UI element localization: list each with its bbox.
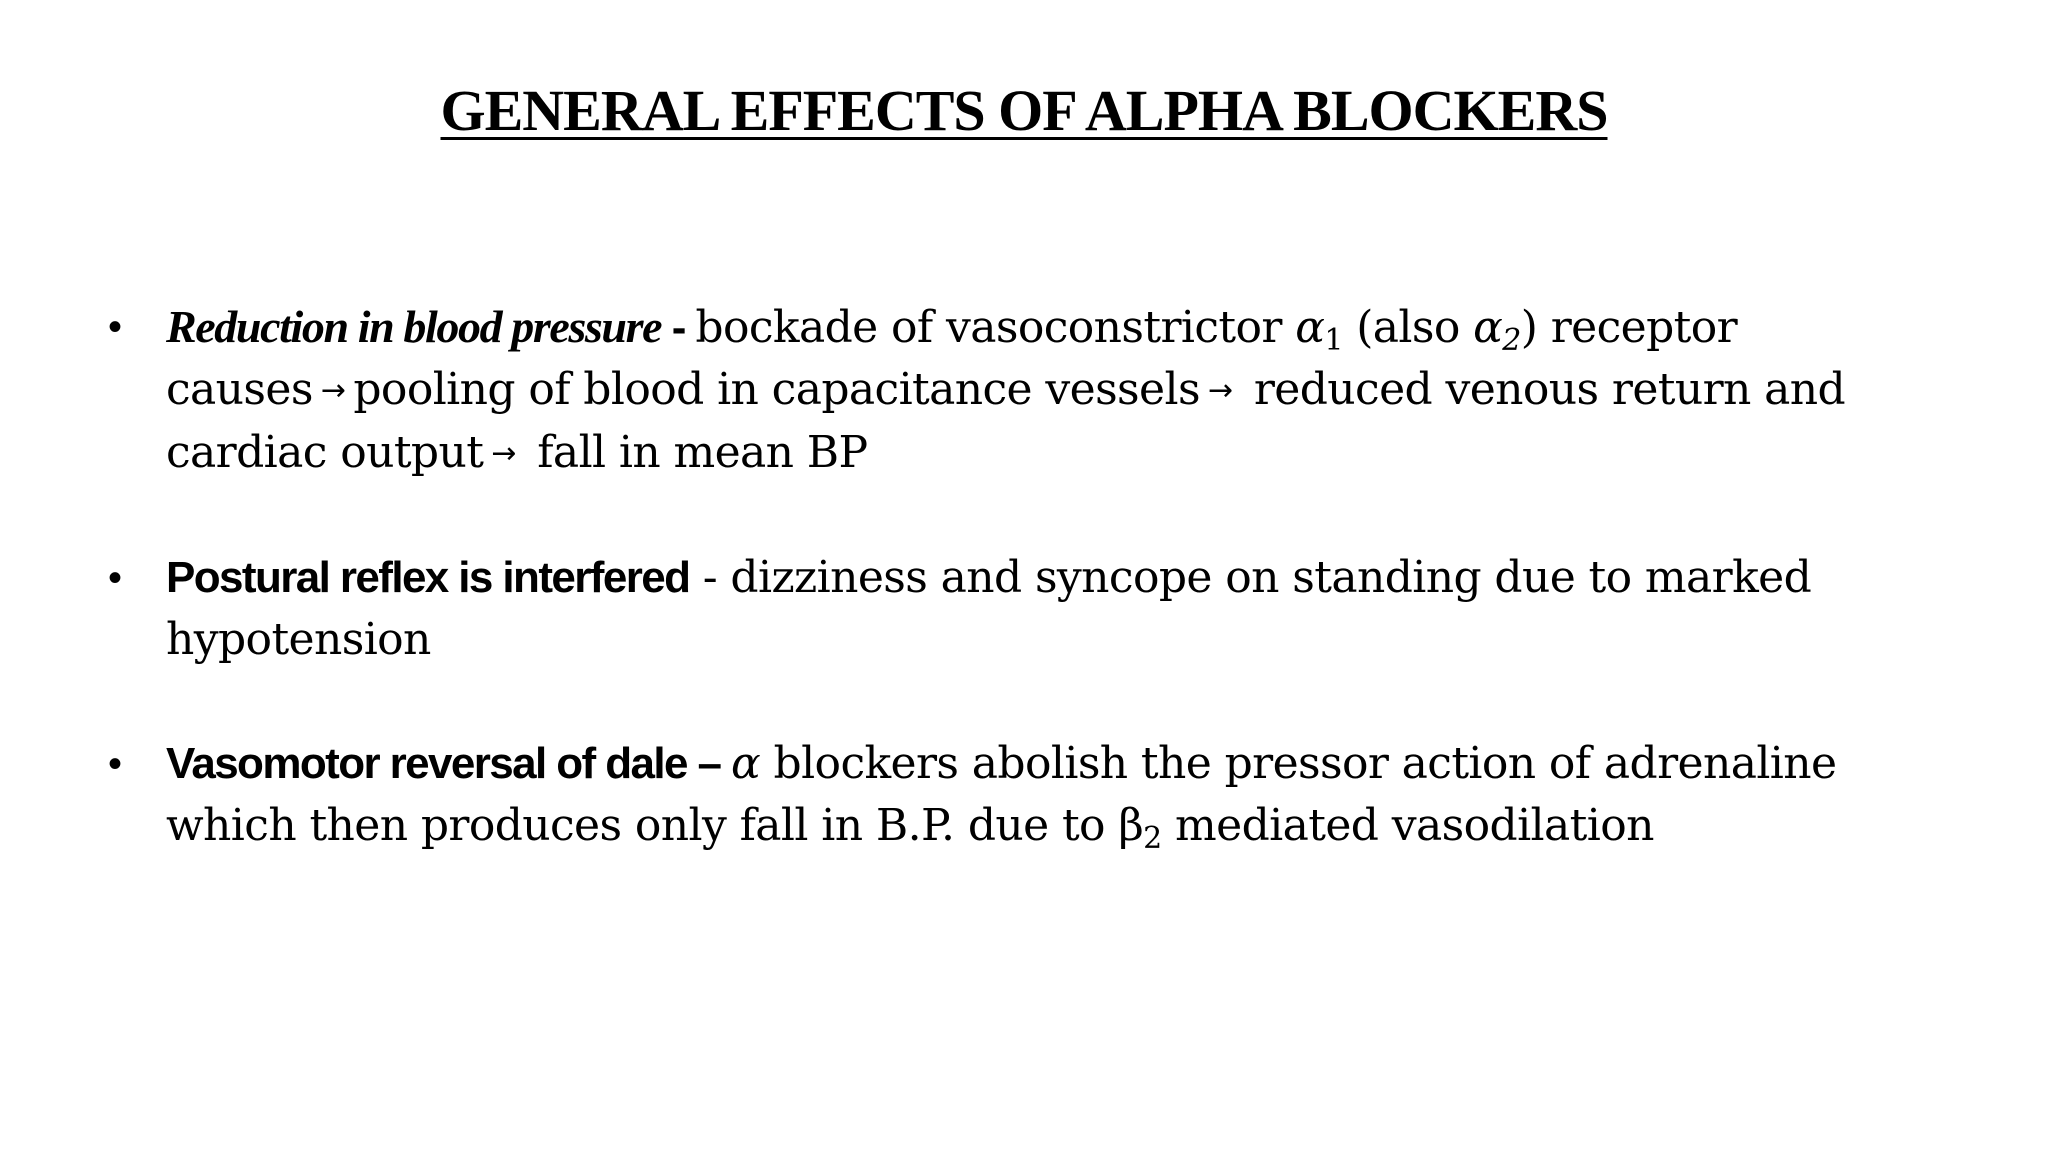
bullet-term: Vasomotor reversal of dale: [166, 739, 687, 788]
subscript: 1: [1324, 323, 1343, 358]
bullet-text: pooling of blood in capacitance vessels: [353, 364, 1200, 415]
bullet-item-vasomotor-reversal: [100, 733, 1960, 857]
bullet-separator: –: [686, 739, 731, 788]
subscript: 2: [1143, 821, 1162, 856]
subscript: 2: [1502, 323, 1521, 358]
bullet-text: bockade of vasoconstrictor: [695, 302, 1296, 353]
bullet-list: [100, 296, 1960, 919]
bullet-icon: •: [108, 305, 122, 349]
bullet-icon: •: [108, 742, 122, 786]
bullet-text: reduced venous return and cardiac output: [166, 364, 1846, 478]
bullet-item-blood-pressure: [100, 296, 1960, 485]
bullet-term: Reduction in blood pressure: [166, 301, 662, 352]
bullet-text: mediated vasodilation: [1161, 800, 1654, 851]
right-arrow-icon: →: [1207, 373, 1233, 408]
bullet-icon: •: [108, 556, 122, 600]
bullet-text: (also: [1342, 302, 1474, 353]
bullet-separator: -: [689, 552, 731, 603]
right-arrow-icon: →: [491, 436, 516, 471]
bullet-separator: -: [661, 303, 696, 352]
alpha-symbol: α: [1295, 302, 1325, 353]
alpha-symbol: α: [731, 738, 761, 789]
bullet-text: ) receptor causes: [166, 302, 1738, 415]
bullet-term: Postural reflex is interfered: [166, 553, 690, 602]
alpha-symbol: α: [1473, 302, 1503, 353]
bullet-text: fall in mean BP: [523, 427, 868, 478]
bullet-text: dizziness and syncope on standing due to marked hypotension: [166, 552, 1812, 665]
right-arrow-icon: →: [320, 373, 346, 408]
beta-symbol: β: [1118, 800, 1144, 851]
bullet-text: blockers abolish the pressor action of adrenaline which then produces only fall in B.P. due to: [166, 738, 1837, 851]
bullet-item-postural-reflex: [100, 547, 1960, 671]
slide-title: GENERAL EFFECTS OF ALPHA BLOCKERS: [440, 78, 1608, 143]
